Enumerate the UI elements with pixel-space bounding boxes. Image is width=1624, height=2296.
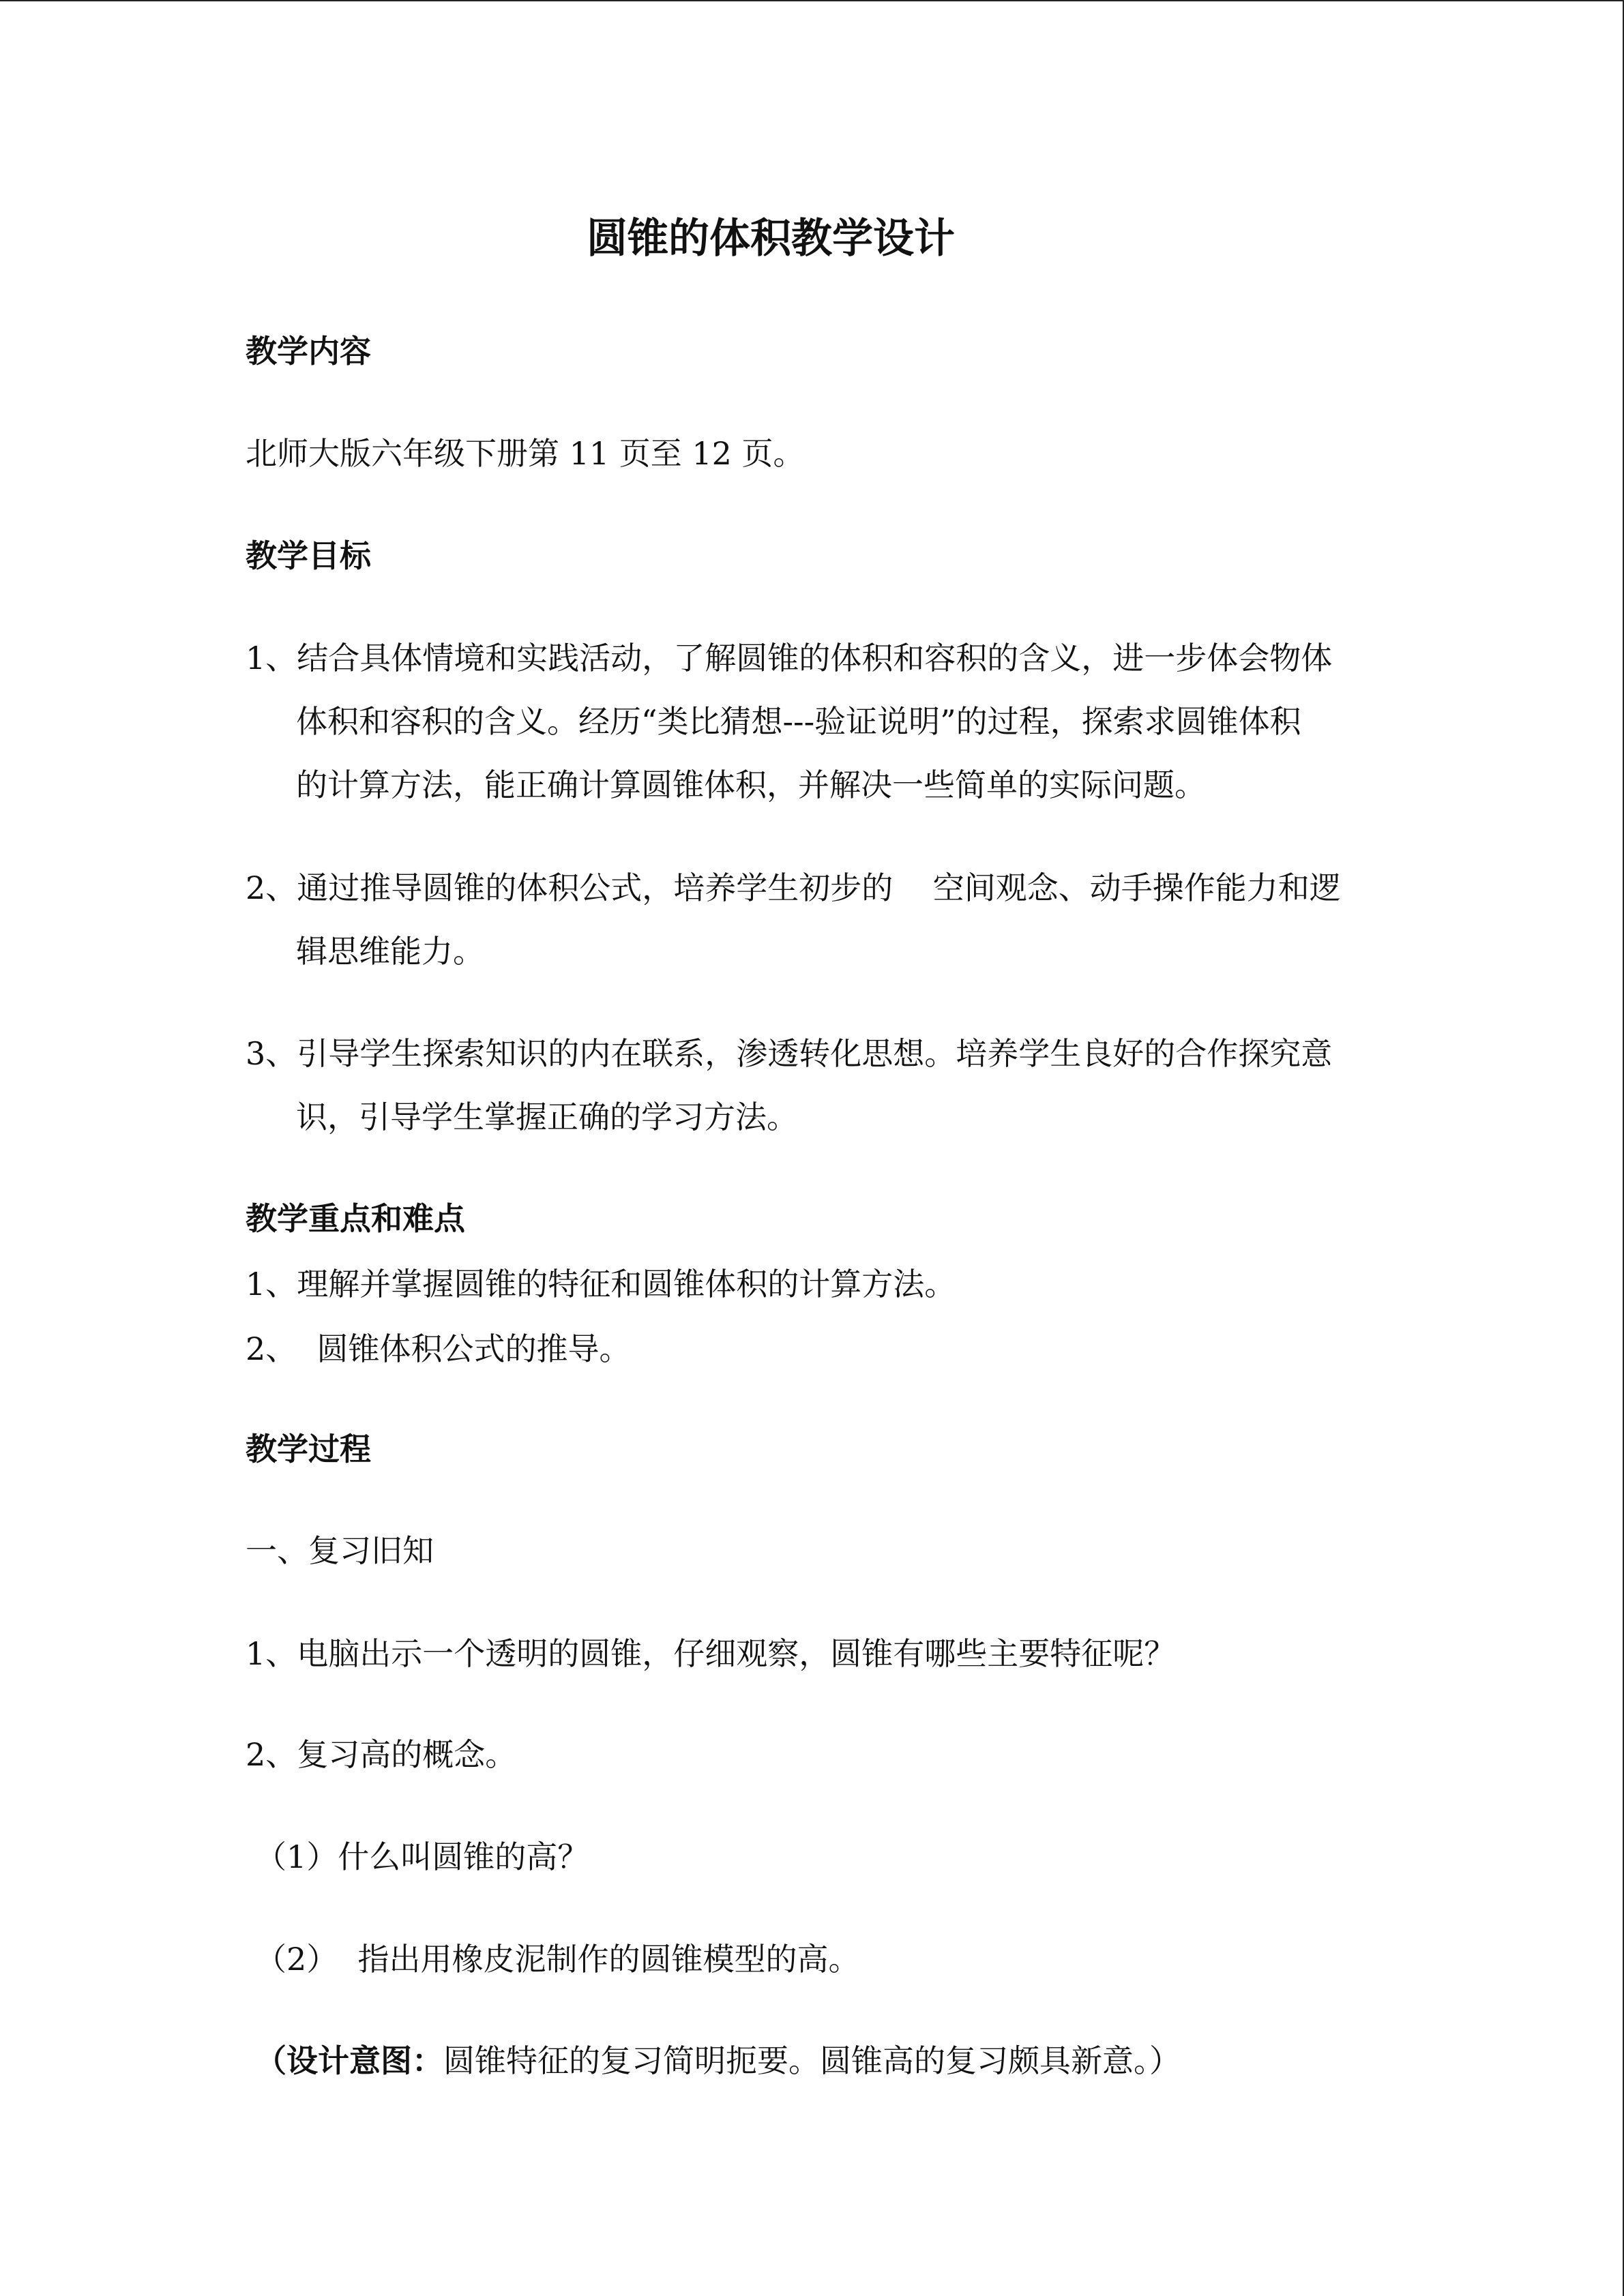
review-item-1: 1、电脑出示一个透明的圆锥，仔细观察，圆锥有哪些主要特征呢？ [246,1635,1176,1672]
heading-teaching-process: 教学过程 [246,1431,371,1467]
goal-2-line-2: 辑思维能力。 [296,933,484,970]
review-heading: 一、复习旧知 [246,1532,434,1569]
goal-3-line-2: 识，引导学生掌握正确的学习方法。 [296,1099,798,1135]
goal-2-line-1: 2、通过推导圆锥的体积公式，培养学生初步的 空间观念、动手操作能力和逻 [246,869,1341,906]
goal-3-line-1: 3、引导学生探索知识的内在联系，渗透转化思想。培养学生良好的合作探究意 [246,1035,1333,1072]
goal-item-3 [246,1033,1378,1160]
goal-item-2 [246,867,1378,994]
design-intent [255,2040,1181,2081]
goal-item-1 [246,638,1378,828]
heading-teaching-content: 教学内容 [246,333,371,370]
design-intent-label: （设计意图： [255,2042,443,2079]
goal-1-line-3: 的计算方法，能正确计算圆锥体积，并解决一些简单的实际问题。 [296,766,1206,803]
review-item-4: （2） 指出用橡皮泥制作的圆锥模型的高。 [255,1941,860,1978]
goal-1-line-2: 体积和容积的含义。经历“类比猜想---验证说明”的过程，探索求圆锥体积 [296,703,1301,740]
design-intent-text: 圆锥特征的复习简明扼要。圆锥高的复习颇具新意。） [443,2042,1181,2079]
review-item-3: （1）什么叫圆锥的高？ [255,1838,589,1875]
goal-1-line-1: 1、结合具体情境和实践活动，了解圆锥的体积和容积的含义，进一步体会物体 [246,640,1333,676]
key-point-2: 2、 圆锥体积公式的推导。 [246,1330,631,1367]
teaching-content-text: 北师大版六年级下册第 11 页至 12 页。 [246,435,805,472]
review-item-2: 2、复习高的概念。 [246,1736,517,1773]
heading-teaching-goals: 教学目标 [246,537,371,574]
document-title: 圆锥的体积教学设计 [587,215,955,263]
key-point-1: 1、理解并掌握圆锥的特征和圆锥体积的计算方法。 [246,1266,956,1302]
heading-key-points: 教学重点和难点 [246,1200,465,1237]
